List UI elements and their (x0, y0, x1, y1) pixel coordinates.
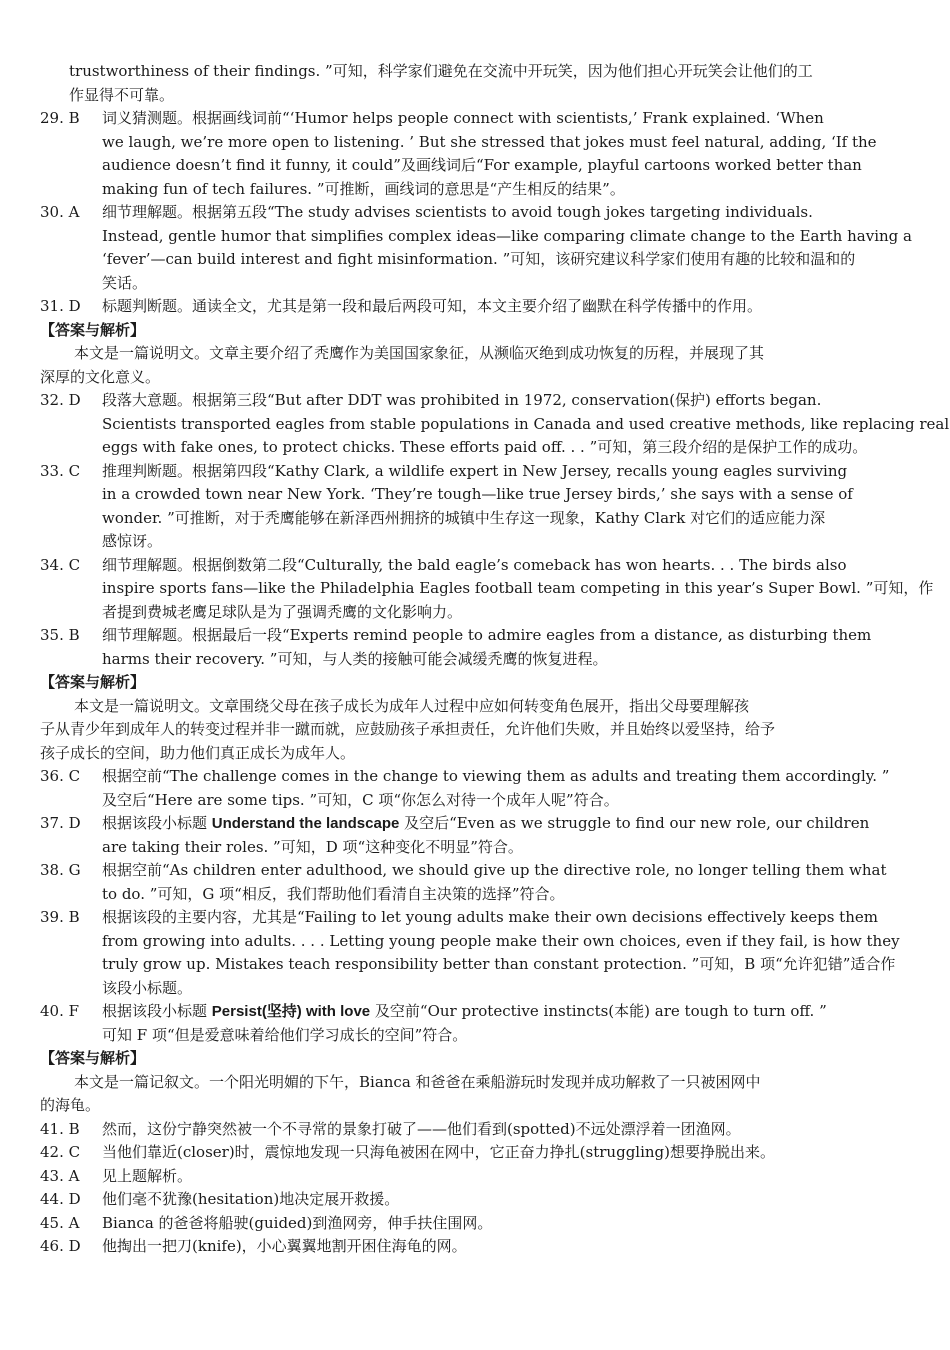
section-intro (40, 1071, 912, 1095)
answer-item-33 (40, 460, 912, 554)
answer-item-37 (40, 812, 912, 859)
question-number: 44. D (40, 1190, 81, 1208)
text-line: 然而，这份宁静突然被一个不寻常的景象打破了——他们看到(spotted)不远处漂浮着一团渔网。 (102, 1119, 741, 1138)
text-line: 该段小标题。 (102, 978, 193, 997)
text-line: 本文是一篇记叙文。一个阳光明媚的下午，Bianca 和爸爸在乘船游玩时发现并成功解救了一只被困网中 (74, 1072, 761, 1091)
text-line: 可知 F 项“但是爱意味着给他们学习成长的空间”符合。 (102, 1025, 468, 1044)
section-heading: 【答案与解析】 (40, 1049, 146, 1067)
text-line: 本文是一篇说明文。文章主要介绍了秃鹰作为美国国家象征，从濒临灭绝到成功恢复的历程，并展现了其 (74, 344, 765, 362)
text-line: 推理判断题。根据第四段“Kathy Clark, a wildlife expert in New Jersey, recalls young eagles surviving (102, 461, 848, 480)
text-line: wonder. ”可推断，对于秃鹰能够在新泽西州拥挤的城镇中生存这一现象，Kathy Clark 对它们的适应能力深 (102, 508, 826, 527)
text-segment: 根据该段小标题 (102, 814, 212, 832)
question-number: 42. C (40, 1143, 81, 1161)
section-intro-cont (40, 1094, 912, 1118)
text-line: 见上题解析。 (102, 1166, 193, 1185)
question-number: 35. B (40, 626, 80, 644)
question-number: 45. A (40, 1213, 80, 1232)
text-line: 细节理解题。根据第五段“The study advises scientists to avoid tough jokes targeting individuals. (102, 203, 813, 221)
text-segment: 根据该段小标题 (102, 1002, 212, 1020)
answer-item-36 (40, 765, 912, 812)
section-heading: 【答案与解析】 (40, 320, 146, 339)
section-intro (40, 695, 912, 719)
text-line: audience doesn’t find it funny, it could”及画线词后“For example, playful cartoons worked better than (102, 156, 862, 174)
text-line: trustworthiness of their findings. ”可知，科学家们避免在交流中开玩笑，因为他们担心开玩笑会让他们的工 (69, 62, 813, 80)
question-number: 30. A (40, 203, 80, 221)
question-number: 29. B (40, 109, 80, 127)
question-number: 39. B (40, 908, 80, 926)
text-line: 子从青少年到成年人的转变过程并非一蹴而就，应鼓励孩子承担责任，允许他们失败，并且始终以爱坚持，给予 (40, 720, 776, 738)
answer-item-32 (40, 389, 950, 460)
text-line: 标题判断题。通读全文，尤其是第一段和最后两段可知，本文主要介绍了幽默在科学传播中的作用。 (102, 297, 763, 315)
answer-item-34 (40, 554, 934, 625)
answer-item-39 (40, 906, 912, 1000)
text-line: we laugh, we’re more open to listening. ’ But she stressed that jokes must feel natural, adding, ‘If the (102, 132, 877, 151)
text-line: 深厚的文化意义。 (40, 367, 161, 386)
text-line: 作显得不可靠。 (69, 85, 175, 104)
text-line: eggs with fake ones, to protect chicks. These efforts paid off. . . ”可知，第三段介绍的是保护工作的成功。 (102, 438, 868, 456)
question-number: 33. C (40, 461, 81, 480)
text-line: 根据空前“The challenge comes in the change to viewing them as adults and treating them accordingly. ” (102, 767, 890, 785)
continuation-text (40, 60, 912, 107)
answer-item-31 (40, 295, 912, 319)
section-intro-cont (40, 366, 912, 390)
question-number: 40. F (40, 1002, 80, 1020)
text-segment: 及空后“Even as we struggle to find our new role, our children (399, 814, 870, 832)
text-line: 及空后“Here are some tips. ”可知，C 项“你怎么对待一个成年人呢”符合。 (102, 790, 619, 809)
text-line: making fun of tech failures. ”可推断，画线词的意思是“产生相反的结果”。 (102, 179, 625, 198)
text-line: inspire sports fans—like the Philadelphia Eagles football team competing in this year’s Super Bowl. ”可知，作 (102, 579, 934, 597)
question-number: 46. D (40, 1237, 81, 1255)
text-line: to do. ”可知，G 项“相反，我们帮助他们看清自主决策的选择”符合。 (102, 884, 565, 903)
question-number: 38. G (40, 861, 81, 879)
text-line: Bianca 的爸爸将船驶(guided)到渔网旁，伸手扶住围网。 (102, 1213, 493, 1232)
text-line: 根据该段的主要内容，尤其是“Failing to let young adults make their own decisions effectively keeps them (102, 908, 878, 926)
text-line: are taking their roles. ”可知，D 项“这种变化不明显”符合。 (102, 837, 523, 856)
answer-item-44 (40, 1188, 912, 1212)
text-line: 细节理解题。根据最后一段“Experts remind people to admire eagles from a distance, as disturbing them (102, 626, 872, 644)
question-number: 34. C (40, 555, 81, 574)
subheading-term: Persist(坚持) with love (211, 1003, 371, 1020)
answer-item-43 (40, 1165, 912, 1189)
question-number: 41. B (40, 1119, 80, 1138)
section-intro-cont (40, 718, 912, 765)
text-line: ‘fever’—can build interest and fight misinformation. ”可知，该研究建议科学家们使用有趣的比较和温和的 (102, 250, 856, 268)
answer-item-46 (40, 1235, 912, 1259)
answer-item-38 (40, 859, 912, 906)
text-line: Instead, gentle humor that simplifies complex ideas—like comparing climate change to the Earth having a (102, 226, 912, 245)
answer-item-29 (40, 107, 912, 201)
section-heading: 【答案与解析】 (40, 673, 146, 691)
text-line: 根据空前“As children enter adulthood, we should give up the directive role, no longer telling them what (102, 861, 887, 879)
answer-item-40 (40, 1000, 912, 1047)
text-line: 细节理解题。根据倒数第二段“Culturally, the bald eagle’s comeback has won hearts. . . The birds also (102, 555, 847, 574)
answer-item-41 (40, 1118, 912, 1142)
text-line: Scientists transported eagles from stable populations in Canada and used creative methods, like replacing real (102, 414, 950, 433)
text-line: 他掏出一把刀(knife)，小心翼翼地割开困住海龟的网。 (102, 1237, 467, 1255)
text-line: 本文是一篇说明文。文章围绕父母在孩子成长为成年人过程中应如何转变角色展开，指出父母要理解孩 (74, 696, 750, 715)
text-line: 孩子成长的空间，助力他们真正成长为成年人。 (40, 743, 356, 762)
text-line: 段落大意题。根据第三段“But after DDT was prohibited in 1972, conservation(保护) efforts began. (102, 391, 822, 409)
text-segment: 及空前“Our protective instincts(本能) are tough to turn off. ” (370, 1002, 827, 1020)
question-number: 36. C (40, 767, 81, 785)
subheading-term: Understand the landscape (211, 815, 400, 832)
text-line: 者提到费城老鹰足球队是为了强调秃鹰的文化影响力。 (102, 602, 463, 621)
question-number: 43. A (40, 1166, 80, 1185)
text-line: truly grow up. Mistakes teach responsibility better than constant protection. ”可知，B 项“允许犯错”适合作 (102, 955, 896, 973)
answer-item-42 (40, 1141, 912, 1165)
text-line: 的海龟。 (40, 1096, 101, 1114)
text-line: from growing into adults. . . . Letting young people make their own choices, even if they fail, is how they (102, 931, 900, 950)
answer-item-35 (40, 624, 912, 671)
text-line (102, 1000, 912, 1024)
text-line: harms their recovery. ”可知，与人类的接触可能会减缓秃鹰的恢复进程。 (102, 649, 608, 668)
text-line: 他们毫不犹豫(hesitation)地决定展开救援。 (102, 1190, 400, 1208)
answer-item-30 (40, 201, 912, 295)
section-intro (40, 342, 912, 366)
answer-item-45 (40, 1212, 912, 1236)
question-number: 32. D (40, 391, 81, 409)
answer-explanation-page (40, 60, 950, 1259)
text-line (102, 812, 912, 836)
question-number: 37. D (40, 814, 81, 832)
text-line: 当他们靠近(closer)时，震惊地发现一只海龟被困在网中，它正奋力挣扎(struggling)想要挣脱出来。 (102, 1143, 776, 1161)
text-line: 感惊讶。 (102, 532, 163, 550)
text-line: 词义猜测题。根据画线词前“‘Humor helps people connect with scientists,’ Frank explained. ‘When (102, 109, 824, 127)
text-line: 笑话。 (102, 273, 148, 292)
text-line: in a crowded town near New York. ‘They’re tough—like true Jersey birds,’ she says with a sense of (102, 485, 853, 503)
question-number: 31. D (40, 297, 81, 315)
